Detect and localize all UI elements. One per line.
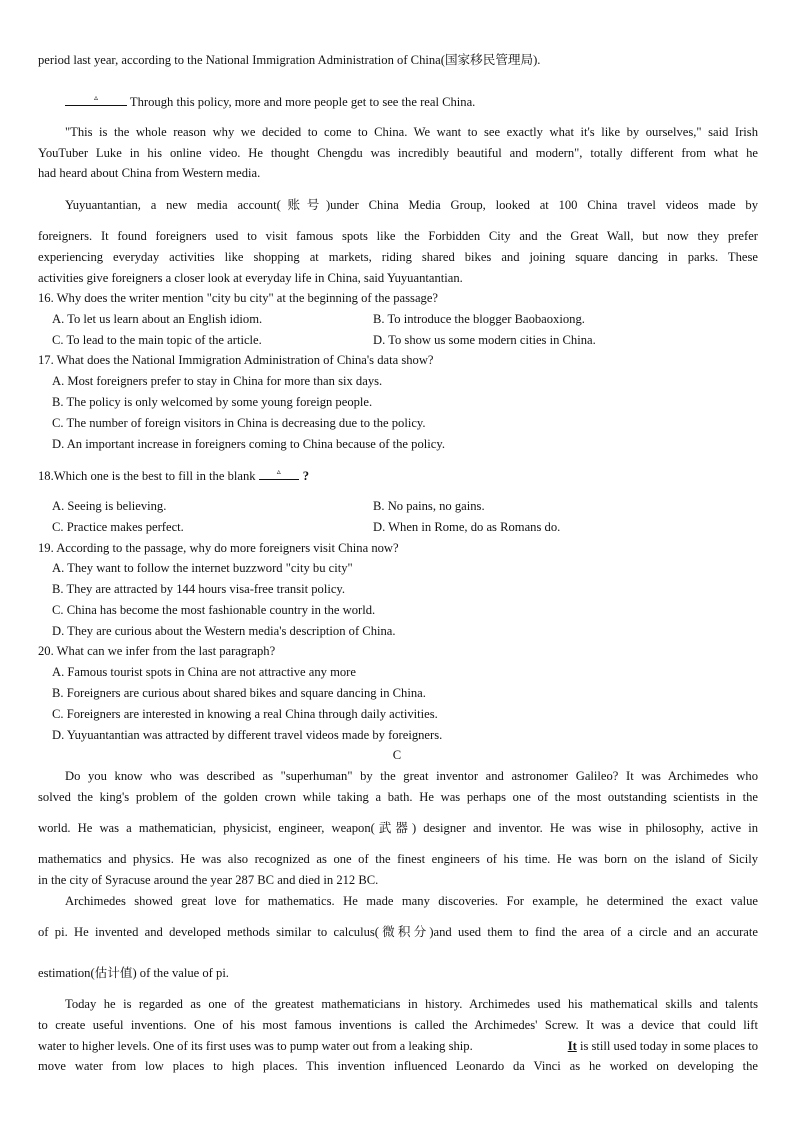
passage-line: of pi. He invented and developed methods similar to calculus(微积分)and used them to find the area of a circle and an accurate (38, 925, 758, 939)
option-19d: D. They are curious about the Western media's description of China. (52, 624, 396, 638)
option-18a: A. Seeing is believing. (52, 499, 167, 513)
option-18b: B. No pains, no gains. (373, 499, 485, 513)
passage-line: activities give foreigners a closer look at everyday life in China, said Yuyuantantian. (38, 271, 463, 285)
option-17b: B. The policy is only welcomed by some young foreign people. (52, 395, 373, 409)
question-mark: ? (302, 469, 309, 483)
option-17a: A. Most foreigners prefer to stay in China for more than six days. (52, 374, 383, 388)
option-18c: C. Practice makes perfect. (52, 520, 184, 534)
passage-line: Yuyuantantian, a new media account(账号)under China Media Group, looked at 100 China travel videos made by (65, 198, 758, 212)
underlined-word: It (567, 1039, 577, 1053)
passage-text: water to higher levels. One of its first uses was to pump water out from a leaking ship. (38, 1039, 473, 1053)
option-16c: C. To lead to the main topic of the article. (52, 333, 262, 347)
passage-line (38, 1038, 758, 1054)
triangle-icon: ▵ (276, 467, 281, 476)
passage-text: is still used today in some places to (576, 1039, 758, 1053)
option-19b: B. They are attracted by 144 hours visa-free transit policy. (52, 582, 346, 596)
section-heading: C (392, 748, 402, 762)
option-18d: D. When in Rome, do as Romans do. (373, 520, 561, 534)
passage-line: had heard about China from Western media. (38, 166, 261, 180)
passage-line: YouTuber Luke in his online video. He thought Chengdu was incredibly beautiful and modern", totally different from what he (38, 146, 758, 160)
option-16d: D. To show us some modern cities in China. (373, 333, 596, 347)
passage-line: experiencing everyday activities like shopping at markets, riding shared bikes and joining square dancing in parks. These (38, 250, 758, 264)
passage-line: world. He was a mathematician, physicist, engineer, weapon(武器) designer and inventor. He was wise in philosophy, active in (38, 821, 758, 835)
passage-line: Today he is regarded as one of the greatest mathematicians in history. Archimedes used his mathematical skills and talents (65, 997, 758, 1011)
passage-line: solved the king's problem of the golden crown while taking a bath. He was perhaps one of the most outstanding scientists in the (38, 790, 758, 804)
passage-line: "This is the whole reason why we decided to come to China. We want to see exactly what it's like by ourselves," said Irish (65, 125, 758, 139)
question-18 (38, 467, 758, 484)
question-20: 20. What can we infer from the last paragraph? (38, 644, 276, 658)
triangle-icon: ▵ (93, 93, 99, 102)
option-17c: C. The number of foreign visitors in China is decreasing due to the policy. (52, 416, 426, 430)
passage-line: estimation(估计值) of the value of pi. (38, 966, 229, 980)
option-20a: A. Famous tourist spots in China are not attractive any more (52, 665, 356, 679)
option-19c: C. China has become the most fashionable country in the world. (52, 603, 376, 617)
option-16b: B. To introduce the blogger Baobaoxiong. (373, 312, 585, 326)
question-16: 16. Why does the writer mention "city bu city" at the beginning of the passage? (38, 291, 439, 305)
question-18-text: 18.Which one is the best to fill in the blank (38, 469, 259, 483)
passage-line: move water from low places to high places. This invention influenced Leonardo da Vinci as he worked on developing the (38, 1059, 758, 1073)
option-17d: D. An important increase in foreigners coming to China because of the policy. (52, 437, 445, 451)
passage-line: period last year, according to the National Immigration Administration of China(国家移民管理局). (38, 53, 541, 67)
passage-line: Do you know who was described as "superhuman" by the great inventor and astronomer Galileo? It was Archimedes who (65, 769, 758, 783)
answer-blank (259, 467, 299, 480)
passage-line: foreigners. It found foreigners used to visit famous spots like the Forbidden City and the Great Wall, but now they prefer (38, 229, 758, 243)
passage-line: to create useful inventions. One of his most famous inventions is called the Archimedes' Screw. It was a device that could lift (38, 1018, 758, 1032)
option-20c: C. Foreigners are interested in knowing a real China through daily activities. (52, 707, 438, 721)
answer-blank (65, 93, 127, 106)
passage-line: Archimedes showed great love for mathematics. He made many discoveries. For example, he determined the exact value (65, 894, 758, 908)
passage-text: Through this policy, more and more people get to see the real China. (127, 95, 476, 109)
option-20b: B. Foreigners are curious about shared bikes and square dancing in China. (52, 686, 426, 700)
question-19: 19. According to the passage, why do more foreigners visit China now? (38, 541, 399, 555)
option-16a: A. To let us learn about an English idiom. (52, 312, 263, 326)
option-19a: A. They want to follow the internet buzzword "city bu city" (52, 561, 353, 575)
passage-line: in the city of Syracuse around the year 287 BC and died in 212 BC. (38, 873, 379, 887)
passage-line-blank (65, 93, 758, 110)
option-20d: D. Yuyuantantian was attracted by different travel videos made by foreigners. (52, 728, 443, 742)
question-17: 17. What does the National Immigration Administration of China's data show? (38, 353, 434, 367)
passage-line: mathematics and physics. He was also recognized as one of the finest engineers of his time. He was born on the island of Sicily (38, 852, 758, 866)
